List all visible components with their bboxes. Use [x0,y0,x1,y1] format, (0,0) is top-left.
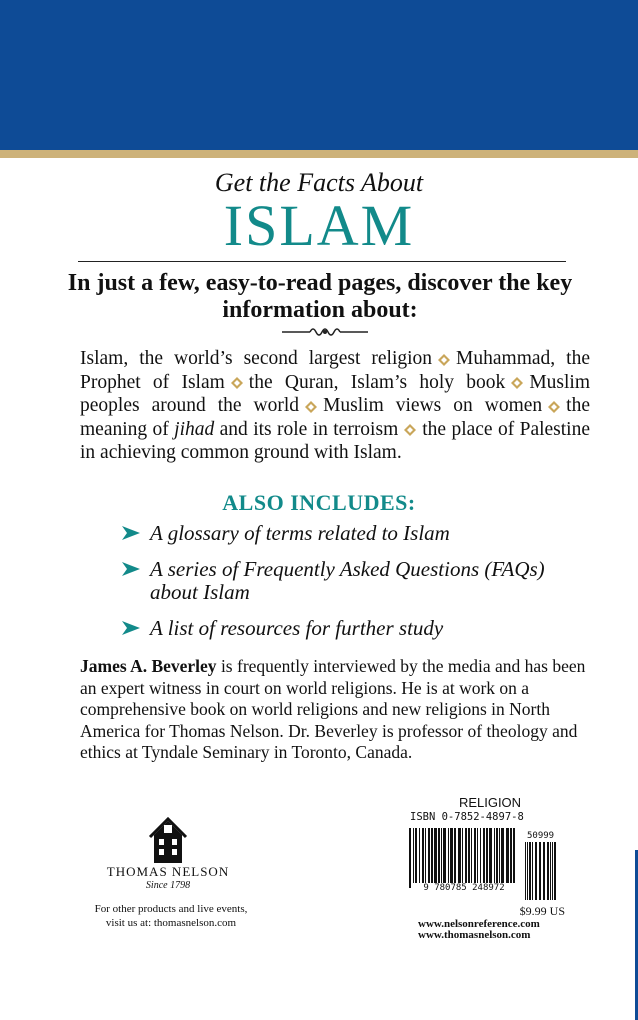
price-addon-code: 50999 [527,831,555,841]
barcode-bar [550,842,551,900]
isbn-number: ISBN 0-7852-4897-8 [410,811,524,823]
barcode-bar [474,828,476,888]
barcode-bar [465,828,467,888]
title-divider [78,261,566,262]
barcode-bar [506,828,509,888]
barcode-bar [513,828,515,888]
barcode-bar [413,828,414,888]
author-bio [80,656,600,764]
barcode-bar [458,828,461,888]
topic-item: and its role in terroism [214,418,399,440]
barcode-bar [532,842,533,900]
barcode-bar [477,828,478,888]
top-color-band [0,0,638,150]
barcode-bar [535,842,537,900]
topic-item: Muhammad, the Prophet of Islam [80,348,590,393]
barcode-bar [480,828,481,888]
author-bio-text: is frequently interviewed by the media and has been an expert witness in court on world religions. He is at work on a comprehensive book on world religions and new religions in North America for Thomas Nelson. Dr. Beverley is professor of theology and ethics at Tyndale Seminary in Toronto, Canada. [80,656,586,762]
barcode-bar [454,828,456,888]
topic-item: Muslim views on women [323,395,543,416]
include-text: A list of resources for further study [150,616,444,640]
arrow-bullet-icon [122,526,140,540]
cover-title: ISLAM [223,193,415,258]
publisher-note-line: visit us at: thomasnelson.com [105,917,237,929]
barcode-bar [527,842,528,900]
barcode-bar [415,828,417,888]
arrow-bullet-icon [122,621,140,635]
barcode-bar [443,828,446,888]
barcode-bar [428,828,430,888]
website-link[interactable]: www.nelsonreference.com [418,918,540,930]
cover-subtitle: Get the Facts About [214,168,424,197]
barcode-bar [468,828,470,888]
flourish-ornament-icon [280,324,370,340]
topics-paragraph [80,347,590,465]
barcode-bar [510,828,512,888]
topic-item: the place of Palestine in achieving common ground with Islam. [80,418,591,463]
barcode-bar [409,828,411,888]
barcode-bar [450,828,453,888]
diamond-bullet-icon [438,354,450,366]
barcode-bar [422,828,424,888]
barcode-bar [441,828,442,888]
publisher-logo-icon [148,815,188,863]
price-tag: $9.99 US [519,904,565,918]
also-includes-heading: ALSO INCLUDES: [222,490,416,515]
list-item [122,558,592,604]
barcode-bar [483,828,485,888]
barcode-bar [419,828,420,888]
include-text: A series of Frequently Asked Questions (FAQs) about Islam [150,557,545,604]
barcode-bar [494,828,495,888]
diamond-bullet-icon [404,424,416,436]
publisher-since: Since 1798 [145,880,191,891]
barcode-bar [552,842,553,900]
diamond-bullet-icon [231,377,243,389]
diamond-bullet-icon [548,401,560,413]
topic-item: Muslim peoples around the world [80,371,590,416]
barcode-bar [525,842,526,900]
list-item [122,522,592,545]
barcode-bar [539,842,541,900]
barcode-bar [448,828,449,888]
topic-item: the meaning of [80,395,590,440]
category-label: RELIGION [458,795,522,810]
website-link[interactable]: www.thomasnelson.com [418,929,531,941]
author-name: James A. Beverley [80,656,217,676]
barcode-bar [501,828,504,888]
barcode-bar [425,828,426,888]
topic-item: the Quran, Islam’s holy book [248,371,506,393]
barcode-bar [434,828,437,888]
barcode-bar [489,828,492,888]
headline: In just a few, easy-to-read pages, discover the key information about: [67,270,573,323]
list-item [122,617,592,640]
include-text: A glossary of terms related to Islam [150,521,450,545]
barcode-bar [431,828,433,888]
topic-item: Islam, the world’s second largest religion [80,348,433,369]
jihad-term: jihad [174,418,215,440]
barcode-bar [496,828,498,888]
barcode-bar [471,828,472,888]
arrow-bullet-icon [122,562,140,576]
gold-stripe [0,150,638,158]
includes-list [122,522,592,653]
barcode-bar [554,842,556,900]
diamond-bullet-icon [305,401,317,413]
barcode-bar [543,842,545,900]
barcode-bar [529,842,531,900]
ean-number: 9 780785 248972 [412,883,516,893]
publisher-note-line: For other products and live events, [94,903,248,915]
barcode-bar [547,842,549,900]
diamond-bullet-icon [511,377,523,389]
barcode-bar [438,828,440,888]
publisher-name: THOMAS NELSON [106,864,230,879]
barcode-bar [499,828,500,888]
barcode-bar [462,828,463,888]
barcode-bar [486,828,488,888]
publisher-note [76,902,266,930]
